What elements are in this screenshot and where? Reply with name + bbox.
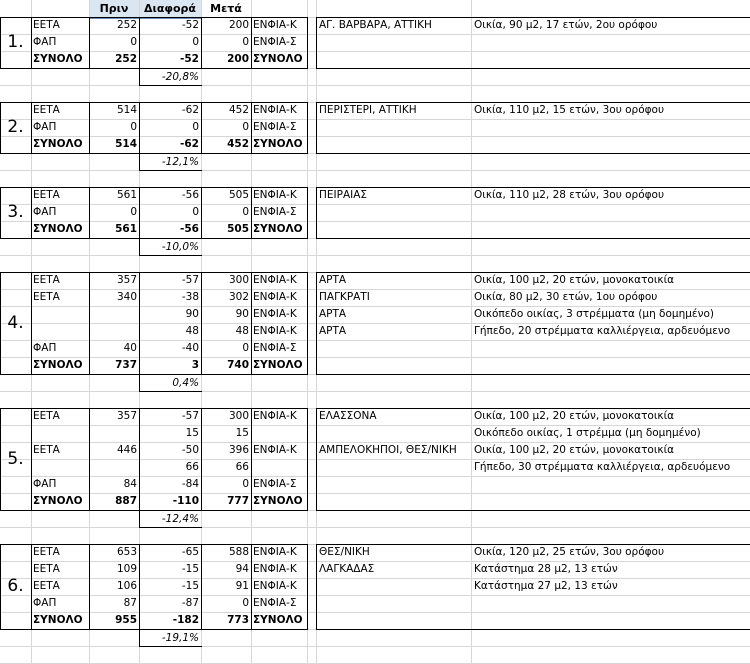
value-diff: -65 xyxy=(181,546,199,558)
value-after: 505 xyxy=(228,189,249,201)
value-after: 300 xyxy=(228,274,249,286)
location: ΑΡΤΑ xyxy=(319,308,347,320)
group-number: 2. xyxy=(7,117,24,137)
box-divider xyxy=(251,103,252,153)
tax-type: ΣΥΝΟΛΟ xyxy=(253,495,303,507)
row-type: ΣΥΝΟΛΟ xyxy=(33,53,83,65)
percent-change: -10,0% xyxy=(161,241,199,253)
location xyxy=(319,459,471,476)
value-before xyxy=(89,425,139,442)
value-diff: -56 xyxy=(181,189,199,201)
value-before: 87 xyxy=(123,597,137,609)
box-divider xyxy=(251,409,252,510)
row-type: ΦΑΠ xyxy=(33,478,57,490)
value-diff: -62 xyxy=(180,138,199,150)
description: Οικία, 100 μ2, 20 ετών, μονοκατοικία xyxy=(474,410,675,422)
row-type: ΦΑΠ xyxy=(33,121,57,133)
location xyxy=(319,204,471,221)
percent-change: -12,4% xyxy=(161,513,199,525)
header-before: Πριν xyxy=(89,0,139,19)
value-before: 84 xyxy=(123,478,137,490)
value-after: 200 xyxy=(228,19,249,31)
location: ΕΛΑΣΣΟΝΑ xyxy=(319,410,377,422)
tax-type: ΣΥΝΟΛΟ xyxy=(253,359,303,371)
gridline-horizontal xyxy=(0,255,750,256)
tax-type: ΕΝΦΙΑ-Σ xyxy=(253,206,297,218)
value-before xyxy=(89,323,139,340)
value-after: 777 xyxy=(227,495,249,507)
location: ΑΡΤΑ xyxy=(319,325,347,337)
value-after: 48 xyxy=(235,325,249,337)
value-after: 773 xyxy=(227,614,249,626)
row-type: ΕΕΤΑ xyxy=(33,291,60,303)
header-after: Μετά xyxy=(210,2,242,15)
value-diff: -87 xyxy=(181,597,199,609)
value-diff: -52 xyxy=(180,53,199,65)
value-after: 0 xyxy=(242,597,249,609)
value-before xyxy=(89,306,139,323)
row-type: ΕΕΤΑ xyxy=(33,19,60,31)
value-after: 94 xyxy=(235,563,249,575)
row-type: ΦΑΠ xyxy=(33,342,57,354)
location xyxy=(319,221,471,238)
row-type: ΦΑΠ xyxy=(33,36,57,48)
tax-type: ΕΝΦΙΑ-Σ xyxy=(253,478,297,490)
tax-type: ΕΝΦΙΑ-Κ xyxy=(253,104,297,116)
tax-type: ΕΝΦΙΑ-Σ xyxy=(253,121,297,133)
value-before: 514 xyxy=(116,104,137,116)
tax-type: ΕΝΦΙΑ-Κ xyxy=(253,274,297,286)
row-type: ΕΕΤΑ xyxy=(33,274,60,286)
gridline-horizontal xyxy=(0,391,750,392)
row-type: ΕΕΤΑ xyxy=(33,580,60,592)
group-number: 1. xyxy=(7,32,24,52)
value-after: 740 xyxy=(227,359,249,371)
value-before: 561 xyxy=(115,223,137,235)
value-after: 396 xyxy=(228,444,249,456)
value-after: 0 xyxy=(242,206,249,218)
description: Κατάστημα 27 μ2, 13 ετών xyxy=(474,580,618,592)
value-after: 15 xyxy=(235,427,249,439)
row-type: ΕΕΤΑ xyxy=(33,563,60,575)
value-before: 340 xyxy=(116,291,137,303)
description xyxy=(474,595,750,612)
location: ΠΕΙΡΑΙΑΣ xyxy=(319,189,368,201)
description xyxy=(474,357,750,374)
value-diff: 15 xyxy=(185,427,199,439)
value-after: 66 xyxy=(235,461,249,473)
value-before: 106 xyxy=(116,580,137,592)
gridline-horizontal xyxy=(0,85,750,86)
value-before: 0 xyxy=(130,36,137,48)
box-divider xyxy=(31,103,32,153)
description xyxy=(474,612,750,629)
location: ΑΜΠΕΛΟΚΗΠΟΙ, ΘΕΣ/ΝΙΚΗ xyxy=(319,444,457,456)
tax-type: ΕΝΦΙΑ-Σ xyxy=(253,36,297,48)
description xyxy=(474,34,750,51)
description: Κατάστημα 28 μ2, 13 ετών xyxy=(474,563,618,575)
description: Οικία, 80 μ2, 30 ετών, 1ου ορόφου xyxy=(474,291,658,303)
tax-type: ΕΝΦΙΑ-Κ xyxy=(253,444,297,456)
description: Οικία, 110 μ2, 28 ετών, 3ου ορόφου xyxy=(474,189,665,201)
row-type: ΣΥΝΟΛΟ xyxy=(33,223,83,235)
value-diff: -52 xyxy=(181,19,199,31)
value-before: 40 xyxy=(123,342,137,354)
group-number: 4. xyxy=(7,313,24,333)
tax-type: ΕΝΦΙΑ-Κ xyxy=(253,308,297,320)
description: Γήπεδο, 30 στρέμματα καλλιέργεια, αρδευόμενο xyxy=(474,461,731,473)
value-before: 357 xyxy=(116,410,137,422)
description xyxy=(474,136,750,153)
location: ΛΑΓΚΑΔΑΣ xyxy=(319,563,375,575)
group-number: 6. xyxy=(7,576,24,596)
description: Οικία, 110 μ2, 15 ετών, 3ου ορόφου xyxy=(474,104,665,116)
row-type: ΣΥΝΟΛΟ xyxy=(33,359,83,371)
value-diff: -62 xyxy=(181,104,199,116)
description xyxy=(474,340,750,357)
location xyxy=(319,34,471,51)
tax-type: ΣΥΝΟΛΟ xyxy=(253,223,303,235)
description: Οικόπεδο οικίας, 3 στρέμματα (μη δομημένο) xyxy=(474,308,714,320)
tax-type: ΕΝΦΙΑ-Κ xyxy=(253,580,297,592)
value-before: 252 xyxy=(116,19,137,31)
value-before: 737 xyxy=(115,359,137,371)
location xyxy=(319,340,471,357)
tax-type: ΕΝΦΙΑ-Κ xyxy=(253,410,297,422)
box-divider xyxy=(31,188,32,238)
value-before: 653 xyxy=(116,546,137,558)
tax-type: ΕΝΦΙΑ-Κ xyxy=(253,325,297,337)
box-divider xyxy=(31,18,32,68)
location xyxy=(319,51,471,68)
tax-type: ΕΝΦΙΑ-Κ xyxy=(253,291,297,303)
value-diff: -57 xyxy=(181,410,199,422)
description xyxy=(474,51,750,68)
value-after: 91 xyxy=(235,580,249,592)
row-type: ΕΕΤΑ xyxy=(33,410,60,422)
value-before: 955 xyxy=(115,614,137,626)
value-diff: 3 xyxy=(191,359,199,371)
box-divider xyxy=(251,188,252,238)
tax-type xyxy=(253,425,307,442)
tax-type: ΕΝΦΙΑ-Σ xyxy=(253,342,297,354)
percent-change: 0,4% xyxy=(172,377,199,389)
value-after: 0 xyxy=(242,36,249,48)
value-after: 505 xyxy=(227,223,249,235)
percent-change: -20,8% xyxy=(161,71,199,83)
box-divider xyxy=(251,18,252,68)
value-before: 252 xyxy=(115,53,137,65)
value-diff: -182 xyxy=(172,614,199,626)
value-before: 887 xyxy=(115,495,137,507)
description xyxy=(474,493,750,510)
value-after: 200 xyxy=(227,53,249,65)
value-after: 300 xyxy=(228,410,249,422)
location: ΑΡΤΑ xyxy=(319,274,347,286)
value-diff: 0 xyxy=(192,206,199,218)
value-diff: 90 xyxy=(185,308,199,320)
value-after: 588 xyxy=(228,546,249,558)
percent-change: -19,1% xyxy=(161,632,199,644)
value-diff: 66 xyxy=(185,461,199,473)
value-before: 514 xyxy=(115,138,137,150)
value-diff: -15 xyxy=(181,563,199,575)
location xyxy=(319,119,471,136)
gridline-horizontal xyxy=(0,646,750,647)
location xyxy=(319,493,471,510)
tax-type: ΣΥΝΟΛΟ xyxy=(253,53,303,65)
value-before: 446 xyxy=(116,444,137,456)
value-diff: -38 xyxy=(181,291,199,303)
box-divider xyxy=(251,545,252,629)
value-diff: 0 xyxy=(192,121,199,133)
location xyxy=(319,595,471,612)
value-before: 109 xyxy=(116,563,137,575)
gridline-horizontal xyxy=(0,527,750,528)
row-type xyxy=(33,306,89,323)
box-divider xyxy=(31,545,32,629)
group-number: 3. xyxy=(7,202,24,222)
value-before: 0 xyxy=(130,121,137,133)
value-after: 302 xyxy=(228,291,249,303)
box-divider xyxy=(31,273,32,374)
value-before: 561 xyxy=(116,189,137,201)
location: ΑΓ. ΒΑΡΒΑΡΑ, ΑΤΤΙΚΗ xyxy=(319,19,432,31)
row-type: ΕΕΤΑ xyxy=(33,189,60,201)
row-type xyxy=(33,459,89,476)
value-after: 452 xyxy=(227,138,249,150)
tax-type: ΕΝΦΙΑ-Κ xyxy=(253,19,297,31)
group-number: 5. xyxy=(7,449,24,469)
location xyxy=(319,476,471,493)
value-after: 0 xyxy=(242,342,249,354)
row-type: ΕΕΤΑ xyxy=(33,104,60,116)
value-diff: -110 xyxy=(172,495,199,507)
value-diff: -50 xyxy=(181,444,199,456)
value-after: 0 xyxy=(242,478,249,490)
row-type: ΣΥΝΟΛΟ xyxy=(33,614,83,626)
location: ΘΕΣ/ΝΙΚΗ xyxy=(319,546,370,558)
value-before xyxy=(89,459,139,476)
value-diff: -84 xyxy=(181,478,199,490)
row-type: ΕΕΤΑ xyxy=(33,546,60,558)
tax-type: ΣΥΝΟΛΟ xyxy=(253,614,303,626)
location xyxy=(319,357,471,374)
description: Οικία, 120 μ2, 25 ετών, 3ου ορόφου xyxy=(474,546,665,558)
description xyxy=(474,119,750,136)
location: ΠΑΓΚΡΑΤΙ xyxy=(319,291,370,303)
gridline-horizontal xyxy=(0,170,750,171)
description: Οικία, 100 μ2, 20 ετών, μονοκατοικία xyxy=(474,274,675,286)
location xyxy=(319,612,471,629)
tax-type: ΣΥΝΟΛΟ xyxy=(253,138,303,150)
value-diff: -40 xyxy=(181,342,199,354)
value-diff: -57 xyxy=(181,274,199,286)
tax-type: ΕΝΦΙΑ-Κ xyxy=(253,563,297,575)
header-diff: Διαφορά xyxy=(139,0,201,19)
row-type: ΣΥΝΟΛΟ xyxy=(33,495,83,507)
value-after: 90 xyxy=(235,308,249,320)
value-before: 357 xyxy=(116,274,137,286)
location: ΠΕΡΙΣΤΕΡΙ, ΑΤΤΙΚΗ xyxy=(319,104,417,116)
percent-change: -12,1% xyxy=(161,156,199,168)
description: Οικία, 90 μ2, 17 ετών, 2ου ορόφου xyxy=(474,19,658,31)
description: Οικόπεδο οικίας, 1 στρέμμα (μη δομημένο) xyxy=(474,427,701,439)
box-divider xyxy=(251,273,252,374)
value-diff: -56 xyxy=(180,223,199,235)
value-before: 0 xyxy=(130,206,137,218)
tax-type: ΕΝΦΙΑ-Κ xyxy=(253,546,297,558)
row-type: ΦΑΠ xyxy=(33,206,57,218)
description: Οικία, 100 μ2, 20 ετών, μονοκατοικία xyxy=(474,444,675,456)
location xyxy=(319,578,471,595)
description xyxy=(474,476,750,493)
tax-type xyxy=(253,459,307,476)
location xyxy=(319,136,471,153)
value-diff: -15 xyxy=(181,580,199,592)
row-type xyxy=(33,323,89,340)
value-after: 0 xyxy=(242,121,249,133)
description xyxy=(474,221,750,238)
row-type xyxy=(33,425,89,442)
description xyxy=(474,204,750,221)
row-type: ΣΥΝΟΛΟ xyxy=(33,138,83,150)
row-type: ΦΑΠ xyxy=(33,597,57,609)
value-after: 452 xyxy=(228,104,249,116)
tax-type: ΕΝΦΙΑ-Σ xyxy=(253,597,297,609)
tax-type: ΕΝΦΙΑ-Κ xyxy=(253,189,297,201)
description: Γήπεδο, 20 στρέμματα καλλιέργεια, αρδευόμενο xyxy=(474,325,731,337)
row-type: ΕΕΤΑ xyxy=(33,444,60,456)
box-divider xyxy=(31,409,32,510)
value-diff: 0 xyxy=(192,36,199,48)
value-diff: 48 xyxy=(185,325,199,337)
location xyxy=(319,425,471,442)
